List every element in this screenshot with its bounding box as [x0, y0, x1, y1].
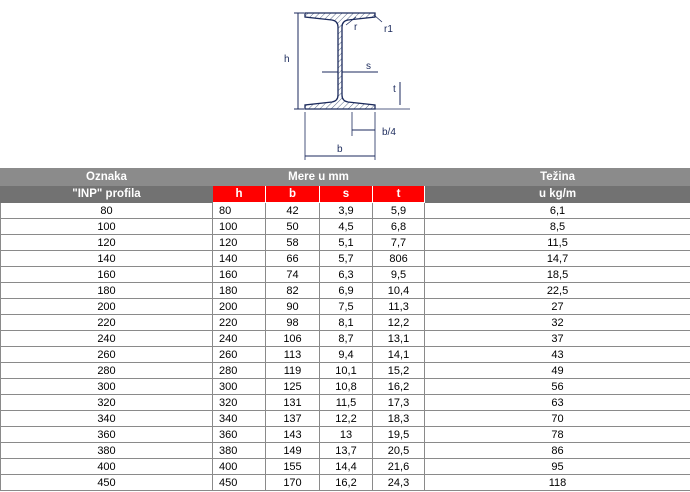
cell-t: 16,2	[373, 379, 425, 395]
cell-oznaka: 100	[1, 219, 213, 235]
cell-h: 280	[213, 363, 266, 379]
cell-tezina: 6,1	[425, 203, 690, 219]
cell-h: 260	[213, 347, 266, 363]
cell-tezina: 43	[425, 347, 690, 363]
header-tezina: Težina	[425, 169, 690, 186]
cell-h: 340	[213, 411, 266, 427]
r-label: r	[354, 22, 358, 33]
cell-oznaka: 80	[1, 203, 213, 219]
cell-oznaka: 280	[1, 363, 213, 379]
cell-s: 13	[320, 427, 373, 443]
cell-t: 10,4	[373, 283, 425, 299]
table-row	[1, 475, 690, 491]
cell-t: 12,2	[373, 315, 425, 331]
cell-t: 20,5	[373, 443, 425, 459]
inp-profile-table	[0, 168, 690, 491]
b4-label: b/4	[382, 127, 396, 138]
cell-h: 140	[213, 251, 266, 267]
cell-oznaka: 300	[1, 379, 213, 395]
cell-t: 13,1	[373, 331, 425, 347]
header-b: b	[266, 186, 320, 203]
cell-tezina: 32	[425, 315, 690, 331]
cell-t: 7,7	[373, 235, 425, 251]
header-t: t	[373, 186, 425, 203]
cell-tezina: 95	[425, 459, 690, 475]
cell-tezina: 118	[425, 475, 690, 491]
cell-s: 5,1	[320, 235, 373, 251]
r1-label: r1	[384, 24, 393, 35]
cell-t: 14,1	[373, 347, 425, 363]
table-row	[1, 443, 690, 459]
cell-s: 6,9	[320, 283, 373, 299]
cell-tezina: 14,7	[425, 251, 690, 267]
cell-h: 80	[213, 203, 266, 219]
h-label: h	[284, 54, 290, 65]
cell-oznaka: 320	[1, 395, 213, 411]
cell-b: 170	[266, 475, 320, 491]
cell-s: 10,8	[320, 379, 373, 395]
cell-t: 9,5	[373, 267, 425, 283]
cell-oznaka: 400	[1, 459, 213, 475]
cell-t: 19,5	[373, 427, 425, 443]
i-beam-diagram	[0, 0, 690, 168]
cell-b: 125	[266, 379, 320, 395]
b-label: b	[337, 144, 343, 155]
cell-tezina: 78	[425, 427, 690, 443]
table-row	[1, 395, 690, 411]
cell-h: 180	[213, 283, 266, 299]
cell-s: 14,4	[320, 459, 373, 475]
cell-b: 143	[266, 427, 320, 443]
cell-s: 11,5	[320, 395, 373, 411]
table-row	[1, 411, 690, 427]
table-row	[1, 203, 690, 219]
cell-t: 18,3	[373, 411, 425, 427]
cell-t: 24,3	[373, 475, 425, 491]
table-row	[1, 459, 690, 475]
cell-t: 17,3	[373, 395, 425, 411]
cell-tezina: 56	[425, 379, 690, 395]
cell-oznaka: 260	[1, 347, 213, 363]
cell-oznaka: 140	[1, 251, 213, 267]
table-row	[1, 267, 690, 283]
table-row	[1, 363, 690, 379]
cell-b: 50	[266, 219, 320, 235]
cell-b: 113	[266, 347, 320, 363]
cell-b: 119	[266, 363, 320, 379]
table-row	[1, 379, 690, 395]
cell-tezina: 11,5	[425, 235, 690, 251]
i-beam-cross-section-drawing	[270, 0, 430, 168]
cell-s: 16,2	[320, 475, 373, 491]
cell-oznaka: 240	[1, 331, 213, 347]
header-h: h	[213, 186, 266, 203]
cell-tezina: 8,5	[425, 219, 690, 235]
table-row	[1, 315, 690, 331]
cell-h: 360	[213, 427, 266, 443]
cell-h: 380	[213, 443, 266, 459]
cell-t: 11,3	[373, 299, 425, 315]
cell-h: 300	[213, 379, 266, 395]
cell-t: 15,2	[373, 363, 425, 379]
cell-tezina: 70	[425, 411, 690, 427]
cell-s: 13,7	[320, 443, 373, 459]
cell-s: 10,1	[320, 363, 373, 379]
cell-tezina: 49	[425, 363, 690, 379]
cell-h: 400	[213, 459, 266, 475]
table-row	[1, 283, 690, 299]
cell-b: 131	[266, 395, 320, 411]
cell-s: 4,5	[320, 219, 373, 235]
cell-oznaka: 360	[1, 427, 213, 443]
table-row	[1, 235, 690, 251]
table-header-row-2	[1, 186, 690, 203]
cell-b: 74	[266, 267, 320, 283]
cell-b: 98	[266, 315, 320, 331]
header-oznaka: Oznaka	[1, 169, 213, 186]
cell-b: 155	[266, 459, 320, 475]
cell-h: 240	[213, 331, 266, 347]
header-profil: "INP" profila	[1, 186, 213, 203]
cell-h: 320	[213, 395, 266, 411]
cell-tezina: 18,5	[425, 267, 690, 283]
cell-h: 220	[213, 315, 266, 331]
t-label: t	[393, 84, 396, 95]
header-mere: Mere u mm	[213, 169, 425, 186]
s-label: s	[366, 61, 371, 72]
cell-tezina: 63	[425, 395, 690, 411]
cell-b: 90	[266, 299, 320, 315]
cell-s: 8,1	[320, 315, 373, 331]
cell-oznaka: 380	[1, 443, 213, 459]
table-row	[1, 251, 690, 267]
cell-b: 149	[266, 443, 320, 459]
cell-s: 7,5	[320, 299, 373, 315]
cell-b: 137	[266, 411, 320, 427]
table-row	[1, 299, 690, 315]
header-s: s	[320, 186, 373, 203]
table-row	[1, 331, 690, 347]
cell-t: 806	[373, 251, 425, 267]
cell-t: 5,9	[373, 203, 425, 219]
cell-b: 42	[266, 203, 320, 219]
cell-b: 58	[266, 235, 320, 251]
cell-t: 21,6	[373, 459, 425, 475]
cell-b: 82	[266, 283, 320, 299]
cell-oznaka: 220	[1, 315, 213, 331]
cell-h: 160	[213, 267, 266, 283]
cell-s: 3,9	[320, 203, 373, 219]
cell-s: 12,2	[320, 411, 373, 427]
table-header-row-1	[1, 169, 690, 186]
cell-h: 450	[213, 475, 266, 491]
cell-tezina: 37	[425, 331, 690, 347]
cell-oznaka: 450	[1, 475, 213, 491]
table-row	[1, 427, 690, 443]
cell-h: 200	[213, 299, 266, 315]
table-row	[1, 347, 690, 363]
cell-t: 6,8	[373, 219, 425, 235]
cell-h: 100	[213, 219, 266, 235]
cell-oznaka: 160	[1, 267, 213, 283]
cell-tezina: 22,5	[425, 283, 690, 299]
cell-s: 8,7	[320, 331, 373, 347]
header-unit: u kg/m	[425, 186, 690, 203]
table-row	[1, 219, 690, 235]
cell-oznaka: 200	[1, 299, 213, 315]
cell-s: 6,3	[320, 267, 373, 283]
cell-tezina: 27	[425, 299, 690, 315]
cell-h: 120	[213, 235, 266, 251]
cell-oznaka: 340	[1, 411, 213, 427]
cell-b: 106	[266, 331, 320, 347]
cell-tezina: 86	[425, 443, 690, 459]
cell-b: 66	[266, 251, 320, 267]
cell-s: 9,4	[320, 347, 373, 363]
cell-oznaka: 180	[1, 283, 213, 299]
cell-oznaka: 120	[1, 235, 213, 251]
i-beam-profile	[305, 13, 375, 109]
cell-s: 5,7	[320, 251, 373, 267]
